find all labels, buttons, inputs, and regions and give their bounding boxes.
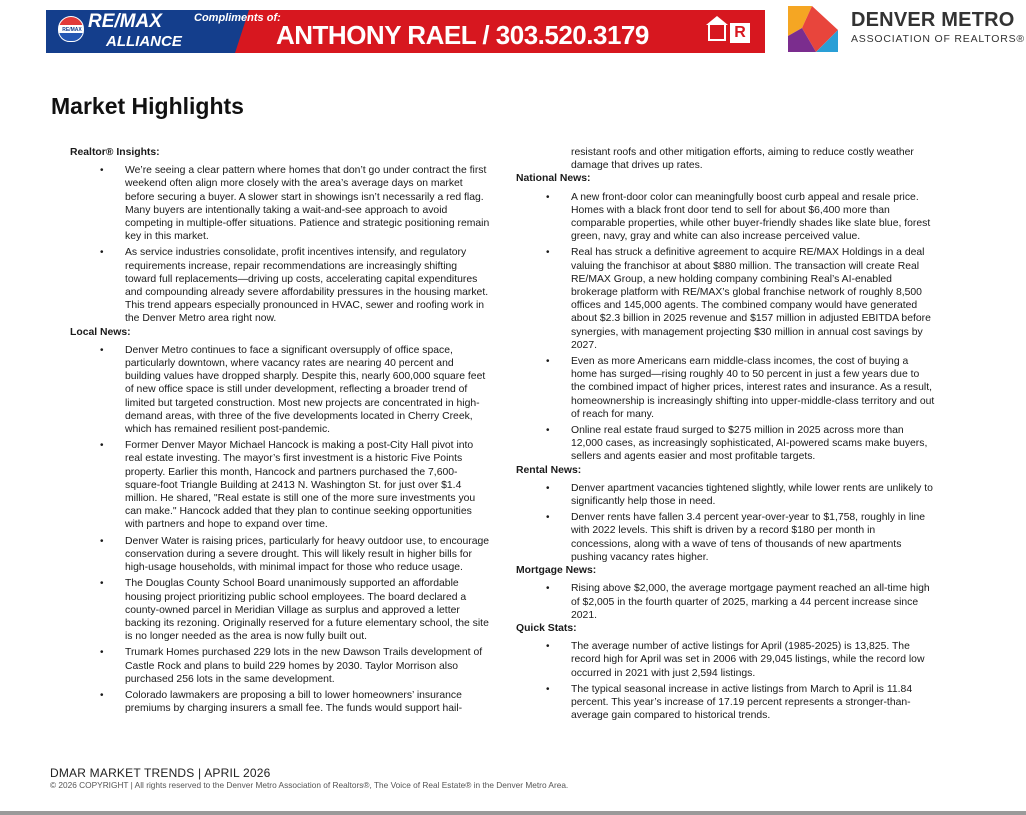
list-item <box>70 344 490 436</box>
continued-text: resistant roofs and other mitigation efforts, aiming to reduce costly weather damage that drives up rates. <box>571 147 914 172</box>
list-item-text: The Douglas County School Board unanimously supported an affordable housing project prioritizing public school employees. The board declared a county-owned parcel in Meridian Village as surplus and approved a letter backing its rezoning. Originally reserved for a future elementary school, the site is no longer needed as the area is now fully built out. <box>125 578 489 643</box>
right-column <box>516 146 936 722</box>
section-heading-mortgage-news: Mortgage News: <box>516 565 597 577</box>
bullet-icon: • <box>546 482 550 494</box>
bullet-icon: • <box>546 512 550 524</box>
compliments-label: Compliments of: <box>194 12 281 24</box>
bullet-icon: • <box>100 535 104 547</box>
bullet-icon: • <box>100 578 104 590</box>
list-item-text: Trumark Homes purchased 229 lots in the new Dawson Trails development of Castle Rock and plans to build 229 homes by 2030. Taylor Morrison also purchased 256 lots in the same development. <box>125 647 483 685</box>
list-item <box>516 482 936 508</box>
bullet-icon: • <box>100 689 104 701</box>
brand-office: ALLIANCE <box>106 33 182 50</box>
equal-housing-icon <box>708 25 726 41</box>
brand-name: RE/MAX <box>88 11 162 32</box>
footer-copyright: © 2026 COPYRIGHT | All rights reserved to the Denver Metro Association of Realtors®, The Voice of Real Estate® in the Denver Metro Area. <box>50 780 569 790</box>
list-item-text: Denver rents have fallen 3.4 percent year-over-year to $1,758, roughly in line with 2022 levels. This shift is driven by a record $180 per month in concessions, along with a wave of tens of thousands of new apartments pushing vacancy rates higher. <box>571 512 926 563</box>
list-item <box>516 640 936 680</box>
section-heading-realtor-insights: Realtor® Insights: <box>70 147 160 158</box>
section-heading-national-news: National News: <box>516 173 591 185</box>
list-item-text: The typical seasonal increase in active listings from March to April is 11.84 percent. This year’s increase of 17.19 percent represents a stronger-than-average gain compared to historical trends. <box>571 683 913 722</box>
list-item-text: Even as more Americans earn middle-class incomes, the cost of buying a home has surged—rising roughly 40 to 50 percent in just a few years due to the combined impact of higher prices, interest rates and insurance. As a result, homeownership is increasingly shifting into upper-middle-class territory and out of reach for many. <box>571 356 935 420</box>
list-item <box>70 246 490 325</box>
list-item <box>70 535 490 575</box>
bullet-icon: • <box>546 641 550 653</box>
list-item <box>70 646 490 686</box>
bullet-icon: • <box>546 247 550 259</box>
list-item <box>70 439 490 531</box>
list-item-text: We’re seeing a clear pattern where homes that don’t go under contract the first weekend often align more closely with the area’s average days on market before securing a buyer. A slower start in showings isn’t necessarily a red flag. Many buyers are intentionally taking a wait-and-see approach to avoid competing in multiple-offer situations. Patience and strategic positioning remain key in this market. <box>125 165 490 243</box>
sponsor-banner <box>46 10 765 53</box>
bullet-icon: • <box>100 247 104 259</box>
list-item <box>516 582 936 622</box>
list-item <box>516 511 936 564</box>
list-item <box>70 577 490 643</box>
list-item-text: Real has struck a definitive agreement to acquire RE/MAX Holdings in a deal valuing the franchisor at about $880 million. The transaction will create Real RE/MAX Group, a new holding company combining Real’s AI-enabled brokerage platform with RE/MAX’s global franchise network of roughly 8,500 offices and 145,000 agents. The combined company would have generated about $2.3 billion in 2025 revenue and $157 million in adjusted EBITDA before synergies, with management projecting $30 million in annual cost savings by 2027. <box>571 247 931 351</box>
realtor-r-icon: R <box>730 23 750 43</box>
bullet-icon: • <box>100 344 104 356</box>
list-item-text: Colorado lawmakers are proposing a bill to lower homeowners’ insurance premiums by charging insurers a small fee. The funds would support hail- <box>125 689 463 715</box>
bullet-icon: • <box>100 647 104 659</box>
section-heading-local-news: Local News: <box>70 326 131 338</box>
agent-contact: ANTHONY RAEL / 303.520.3179 <box>276 20 649 50</box>
page-title: Market Highlights <box>51 93 244 119</box>
list-item-text: Rising above $2,000, the average mortgage payment reached an all-time high of $2,005 in the fourth quarter of 2025, marking a 44 percent increase since 2021. <box>571 583 930 621</box>
list-item <box>516 191 936 244</box>
list-item-text: As service industries consolidate, profit incentives intensify, and regulatory requirements increase, repair recommendations are increasingly shifting toward full replacements—driving up costs, accelerating capital expenditures and compounding already severe affordability pressures in the housing market. This trend appears especially pronounced in HVAC, sewer and roofing work in the Denver Metro area right now. <box>125 247 489 325</box>
org-subtitle: ASSOCIATION OF REALTORS® <box>851 33 1025 45</box>
bullet-icon: • <box>100 440 104 452</box>
section-heading-quick-stats: Quick Stats: <box>516 622 577 634</box>
bullet-icon: • <box>546 583 550 595</box>
list-item-text: Denver apartment vacancies tightened slightly, while lower rents are unlikely to significantly help those in need. <box>571 482 933 508</box>
dmar-logo-icon <box>788 6 838 52</box>
list-item-text: Online real estate fraud surged to $275 million in 2025 across more than 12,000 cases, as increasingly sophisticated, AI-powered scams make buyers, sellers and agents easier and most profitable targets. <box>571 425 928 463</box>
bullet-icon: • <box>546 683 550 695</box>
remax-balloon-icon <box>58 16 84 42</box>
list-item-text: Denver Metro continues to face a significant oversupply of office space, particularly downtown, where vacancy rates are nearing 40 percent and building values have dropped sharply. Despite this, nearly 600,000 square feet of new office space is still under development, reflecting a broader trend of limited but targeted construction. Most new projects are concentrated in high-demand areas, with three of the five developments located in Cherry Creek, which has remained resilient post-pandemic. <box>125 344 486 436</box>
list-item-text: Former Denver Mayor Michael Hancock is making a post-City Hall pivot into real estate investing. The mayor’s first investment is a historic Five Points property. Earlier this month, Hancock and partners purchased the 7,600-square-foot Triangle Building at 2413 N. Washington St. for just over $1.4 million. He shared, "Real estate is still one of the more sure investments you can make." Hancock added that they plan to continue seeking opportunities with partners and hope to expand over time. <box>125 440 476 531</box>
org-name: DENVER METRO <box>851 9 1015 31</box>
footer-title: DMAR MARKET TRENDS | APRIL 2026 <box>50 766 271 780</box>
bullet-icon: • <box>100 165 104 177</box>
list-item-text: Denver Water is raising prices, particularly for heavy outdoor use, to encourage conservation during a severe drought. This will likely result in higher bills for high-usage households, with minimal impact for those who reduce usage. <box>125 535 490 574</box>
balloon-text: RE/MAX <box>62 27 82 33</box>
list-item <box>516 246 936 352</box>
bullet-icon: • <box>546 191 550 203</box>
list-item <box>70 689 490 715</box>
bullet-icon: • <box>546 425 550 437</box>
bullet-icon: • <box>546 356 550 368</box>
page-bottom-divider <box>0 811 1026 815</box>
list-item <box>516 355 936 421</box>
list-item <box>70 164 490 243</box>
list-item-text: A new front-door color can meaningfully boost curb appeal and resale price. Homes with a black front door tend to sell for about $6,400 more than comparable properties, while other buyer-friendly shades like slate blue, forest green, navy, gray and white can also increase perceived value. <box>571 191 931 243</box>
list-item <box>516 424 936 464</box>
list-item-text: The average number of active listings for April (1985-2025) is 13,825. The record high for April was set in 2006 with 29,045 listings, while the record low occurred in 2021 with just 2,594 listings. <box>571 641 925 679</box>
list-item <box>516 683 936 723</box>
section-heading-rental-news: Rental News: <box>516 464 582 476</box>
left-column <box>70 146 490 715</box>
